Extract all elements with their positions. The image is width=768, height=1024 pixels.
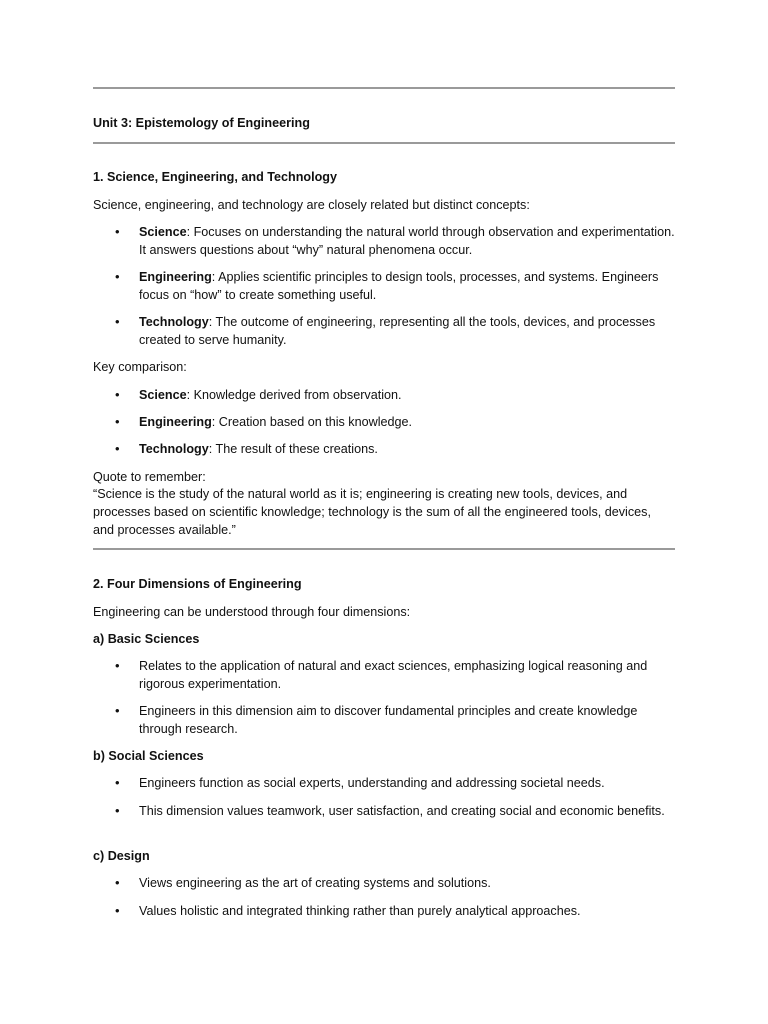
horizontal-rule (93, 142, 675, 144)
horizontal-rule (93, 87, 675, 89)
bullet-icon (115, 268, 125, 286)
definition: : The outcome of engineering, representing all the tools, devices, and processes created to serve humanity. (139, 315, 656, 347)
subsection-heading: b) Social Sciences (93, 749, 204, 763)
definition: : The result of these creations. (208, 442, 378, 456)
section-heading: 2. Four Dimensions of Engineering (93, 577, 302, 591)
section-intro: Science, engineering, and technology are closely related but distinct concepts: (93, 198, 530, 212)
term: Technology (139, 315, 209, 329)
definition: : Creation based on this knowledge. (211, 415, 413, 429)
subsection-heading: c) Design (93, 849, 150, 863)
subsection-heading: a) Basic Sciences (93, 632, 200, 646)
bullet-icon (115, 874, 125, 892)
bullet-icon (115, 657, 125, 675)
bullet-icon (115, 313, 125, 331)
bullet-icon (115, 413, 125, 431)
definition: : Focuses on understanding the natural world through observation and experimentation. It answers questions about “why” natural phenomena occur. (139, 225, 675, 257)
quote-label: Quote to remember: (93, 470, 206, 484)
bullet-icon (115, 774, 125, 792)
bullet-icon (115, 386, 125, 404)
definition: : Applies scientific principles to design tools, processes, and systems. Engineers focus on “how” to create something useful. (139, 270, 659, 302)
term: Technology (139, 442, 209, 456)
term: Engineering (139, 415, 212, 429)
term: Science (139, 225, 187, 239)
section-intro: Engineering can be understood through four dimensions: (93, 605, 411, 619)
bullet-icon (115, 902, 125, 920)
quote-text: “Science is the study of the natural world as it is; engineering is creating new tools, devices, and processes based on scientific knowledge; technology is the sum of all the engineered tools, devices, and processes available.” (93, 487, 651, 537)
horizontal-rule (93, 548, 675, 550)
term: Science (139, 388, 187, 402)
section-heading: 1. Science, Engineering, and Technology (93, 170, 337, 184)
term: Engineering (139, 270, 212, 284)
bullet-icon (115, 223, 125, 241)
definition: : Knowledge derived from observation. (186, 388, 402, 402)
key-comparison-label: Key comparison: (93, 360, 187, 374)
bullet-icon (115, 440, 125, 458)
unit-title: Unit 3: Epistemology of Engineering (93, 116, 310, 130)
bullet-icon (115, 802, 125, 820)
bullet-icon (115, 702, 125, 720)
